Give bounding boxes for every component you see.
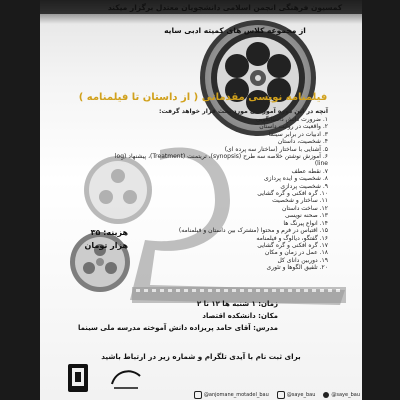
topic-item: ۲. واقعیت در روایت داستان	[259, 123, 328, 131]
schedule-time: زمان: ۱ شنبه ها ۱۲ تا ۲	[196, 300, 278, 308]
organizer-line: کمسیون فرهنگی انجمن اسلامی دانشجویان معتدل برگزار میکند	[107, 3, 343, 12]
topic-item: ۷. نقطه عطف	[291, 167, 328, 175]
topic-item: ۱۲. ساخت داستان	[281, 204, 328, 212]
price-unit: هزار تومان	[84, 241, 128, 250]
topic-item: ۱. ضرورت دانش داستانگویی	[255, 116, 328, 123]
telegram-icon	[323, 392, 329, 398]
topic-item: ۶. آموزش نوشتن خلاصه سه طرح (synopsis)، تریتمنت (Treatment)، پیشنهاد (log line)	[114, 153, 328, 168]
social-link[interactable]	[277, 391, 316, 399]
topic-item: ۱۳. صحنه نویسی	[285, 212, 328, 220]
registration-cta: برای ثبت نام با آیدی تلگرام و شماره زیر در ارتباط باشید	[101, 352, 301, 361]
social-link[interactable]	[194, 391, 269, 399]
topic-item: ۱۷. گره افکنی و گره گشایی	[257, 241, 328, 249]
course-title: فیلمنامه نویسی مقدماتی ( از داستان تا فیلمنامه )	[78, 92, 328, 103]
series-line: از مجموعه کلاس های کمیته ادبی سایه	[164, 26, 306, 35]
social-handle: @saye_bau	[286, 392, 316, 398]
topic-item: ۱۵. اقتباس در فرم و محتوا (مشترک بین داستان و فیلمنامه)	[178, 227, 328, 235]
topic-item: ۴. شخصیت، داستان	[277, 138, 328, 146]
schedule-place: مکان: دانشکده اقتصاد	[202, 312, 278, 320]
association-logo	[68, 364, 88, 392]
topic-item: ۱۶. گفتگو، دیالوگ و فیلمنامه	[256, 234, 328, 242]
topic-item: ۱۴. انواع پیرنگ ها	[283, 219, 328, 227]
social-handle: @anjomane_motadel_bau	[203, 392, 269, 398]
topics-intro: آنچه در این دوره آموزشی مورد بحث قرار خواهد گرفت:	[159, 108, 328, 115]
social-links	[150, 390, 360, 400]
topic-item: ۸. شخصیت و ایده پردازی	[263, 175, 328, 183]
price-amount: هزینه: ۳۵	[90, 228, 128, 237]
topic-item: ۱۰. گره افکنی و گره گشایی	[257, 190, 328, 198]
topics-list	[100, 116, 328, 272]
social-handle: @saye_bau	[331, 392, 360, 398]
instagram-icon	[277, 391, 285, 399]
poster	[40, 0, 362, 400]
topic-item: ۱۹. دوربین دانای کل	[277, 256, 328, 264]
schedule-teacher: مدرس: آقای حامد پریزاده دانش آموخته مدرسه ملی سینما	[77, 324, 278, 332]
topic-item: ۲۰. تلفیق الگوها و تئوری	[266, 264, 328, 272]
topic-item: ۹. شخصیت پردازی	[280, 182, 328, 190]
topic-item: ۳. ادبیات در برابر سینما	[268, 130, 328, 138]
social-link[interactable]	[323, 392, 360, 398]
instagram-icon	[194, 391, 202, 399]
topic-item: ۵. آشنایی با ساختار (ساختار سه پرده ای)	[224, 145, 328, 153]
saye-logo	[112, 371, 140, 388]
topic-item: ۱۱. ساختار و شخصیت	[272, 197, 328, 205]
topic-item: ۱۸. عمل در زمان و مکان	[264, 249, 328, 257]
